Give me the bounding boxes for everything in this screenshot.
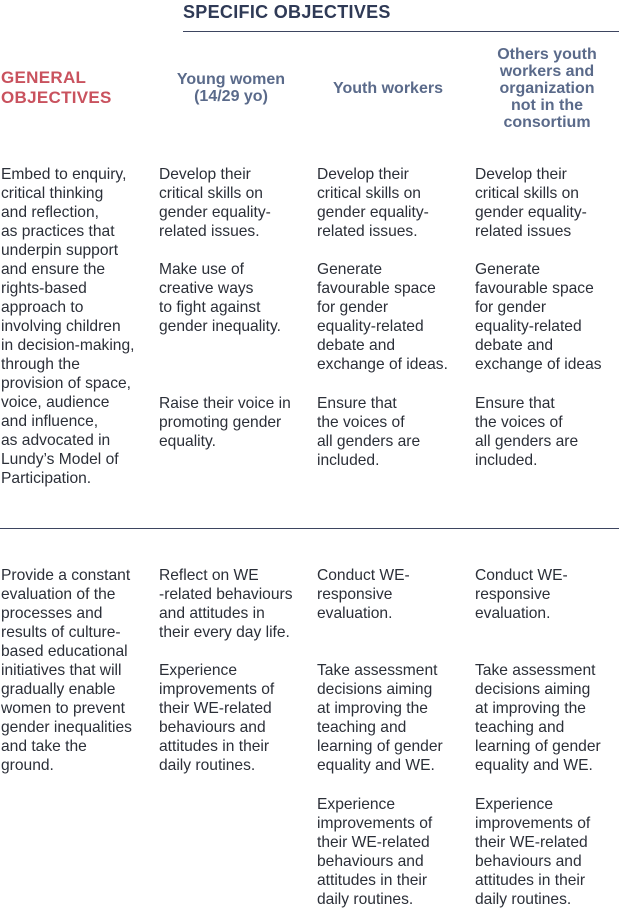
column-header-line: consortium	[503, 114, 591, 131]
objective-line: equality and WE.	[475, 757, 593, 774]
specific-objective-text	[159, 260, 281, 336]
objective-line: and take the	[1, 738, 87, 755]
specific-objective-text	[475, 795, 590, 909]
general-title-line: OBJECTIVES	[1, 88, 112, 107]
row-divider	[0, 528, 619, 529]
objective-line: decisions aiming	[317, 681, 433, 698]
objective-line: improvements of	[159, 681, 275, 698]
objective-line: voice, audience	[1, 394, 110, 411]
objective-line: behaviours and	[475, 853, 582, 870]
objective-line: exchange of ideas.	[317, 356, 448, 373]
objective-line: Develop their	[159, 166, 251, 183]
objective-line: evaluation of the	[1, 586, 116, 603]
objective-line: critical skills on	[317, 185, 421, 202]
objective-line: Participation.	[1, 470, 92, 487]
objective-line: the voices of	[317, 414, 405, 431]
objective-line: daily routines.	[317, 891, 414, 908]
objective-line: and reflection,	[1, 204, 99, 221]
objective-line: approach to	[1, 299, 84, 316]
column-header-line: (14/29 yo)	[194, 88, 268, 105]
objective-line: Embed to enquiry,	[1, 166, 127, 183]
objective-line: all genders are	[475, 433, 579, 450]
objective-line: their every day life.	[159, 624, 290, 641]
column-header-line: Youth workers	[333, 80, 443, 97]
general-objective-text	[1, 566, 132, 775]
objective-line: gradually enable	[1, 681, 116, 698]
objective-line: included.	[317, 452, 380, 469]
objective-line: gender equality-	[159, 204, 271, 221]
column-header-line: organization	[499, 80, 595, 97]
objective-line: their WE-related	[475, 834, 588, 851]
specific-objective-text	[317, 394, 420, 470]
objective-line: included.	[475, 452, 538, 469]
objective-line: to fight against	[159, 299, 261, 316]
objective-line: attitudes in their	[317, 872, 428, 889]
objective-line: provision of space,	[1, 375, 132, 392]
objective-line: evaluation.	[475, 605, 551, 622]
objective-line: responsive	[317, 586, 393, 603]
general-title-line: GENERAL	[1, 68, 87, 87]
specific-objectives-rule	[183, 31, 619, 32]
objective-line: through the	[1, 356, 80, 373]
objective-line: their WE-related	[159, 700, 272, 717]
specific-objective-text	[475, 260, 602, 374]
objective-line: Generate	[317, 261, 383, 278]
specific-objective-text	[475, 661, 601, 775]
objective-line: based educational	[1, 643, 128, 660]
objective-line: daily routines.	[475, 891, 572, 908]
objective-line: Conduct WE-	[317, 567, 410, 584]
objective-line: attitudes in their	[159, 738, 270, 755]
objective-line: Raise their voice in	[159, 395, 291, 412]
specific-objective-text	[159, 165, 271, 241]
objective-line: and ensure the	[1, 261, 106, 278]
objective-line: teaching and	[317, 719, 407, 736]
objective-line: initiatives that will	[1, 662, 122, 679]
objective-line: attitudes in their	[475, 872, 586, 889]
objective-line: gender inequalities	[1, 719, 132, 736]
general-objective-text	[1, 165, 134, 488]
objective-line: critical skills on	[159, 185, 263, 202]
column-header-young-women	[160, 71, 302, 105]
objective-line: creative ways	[159, 280, 254, 297]
objective-line: women to prevent	[1, 700, 125, 717]
objective-line: at improving the	[475, 700, 586, 717]
objective-line: processes and	[1, 605, 103, 622]
column-header-line: workers and	[499, 63, 595, 80]
objective-line: improvements of	[475, 815, 591, 832]
objective-line: equality-related	[317, 318, 424, 335]
objective-line: critical thinking	[1, 185, 104, 202]
objective-line: debate and	[475, 337, 554, 354]
column-header-youth-workers	[318, 80, 458, 97]
objective-line: the voices of	[475, 414, 563, 431]
objective-line: ground.	[1, 757, 54, 774]
objective-line: Take assessment	[317, 662, 438, 679]
objective-line: learning of gender	[475, 738, 601, 755]
objective-line: and influence,	[1, 413, 99, 430]
specific-objective-text	[475, 165, 587, 241]
objective-line: Experience	[159, 662, 238, 679]
specific-objective-text	[475, 394, 578, 470]
objective-line: Develop their	[317, 166, 409, 183]
objective-line: in decision-making,	[1, 337, 135, 354]
objective-line: gender equality-	[317, 204, 429, 221]
objective-line: responsive	[475, 586, 551, 603]
objective-line: Conduct WE-	[475, 567, 568, 584]
objective-line: Lundy’s Model of	[1, 451, 119, 468]
objective-line: promoting gender	[159, 414, 282, 431]
objective-line: related issues	[475, 223, 572, 240]
objective-line: as advocated in	[1, 432, 111, 449]
objective-line: Make use of	[159, 261, 244, 278]
objective-line: behaviours and	[317, 853, 424, 870]
objective-line: all genders are	[317, 433, 421, 450]
objective-line: -related behaviours	[159, 586, 293, 603]
specific-objective-text	[317, 260, 448, 374]
objective-line: evaluation.	[317, 605, 393, 622]
objective-line: related issues.	[159, 223, 260, 240]
objective-line: exchange of ideas	[475, 356, 602, 373]
column-header-line: Young women	[176, 71, 286, 88]
objective-line: at improving the	[317, 700, 428, 717]
objective-line: critical skills on	[475, 185, 579, 202]
objective-line: for gender	[317, 299, 389, 316]
objective-line: teaching and	[475, 719, 565, 736]
objective-line: involving children	[1, 318, 121, 335]
objective-line: Take assessment	[475, 662, 596, 679]
objective-line: equality and WE.	[317, 757, 435, 774]
specific-objective-text	[317, 566, 410, 623]
objective-line: equality.	[159, 433, 216, 450]
objective-line: improvements of	[317, 815, 433, 832]
objective-line: as practices that	[1, 223, 115, 240]
objective-line: gender inequality.	[159, 318, 281, 335]
column-header-line: not in the	[511, 97, 583, 114]
objective-line: Experience	[317, 796, 396, 813]
specific-objective-text	[475, 566, 568, 623]
objective-line: Ensure that	[475, 395, 555, 412]
specific-objective-text	[317, 165, 429, 241]
objective-line: equality-related	[475, 318, 582, 335]
objective-line: decisions aiming	[475, 681, 591, 698]
objective-line: rights-based	[1, 280, 87, 297]
column-header-others	[476, 46, 618, 131]
specific-objectives-title: SPECIFIC OBJECTIVES	[183, 2, 391, 22]
specific-objective-text	[317, 795, 432, 909]
objective-line: learning of gender	[317, 738, 443, 755]
specific-objective-text	[317, 661, 443, 775]
objective-line: Generate	[475, 261, 541, 278]
objective-line: daily routines.	[159, 757, 256, 774]
objective-line: their WE-related	[317, 834, 430, 851]
objective-line: Develop their	[475, 166, 567, 183]
objective-line: debate and	[317, 337, 396, 354]
objective-line: results of culture-	[1, 624, 121, 641]
objective-line: Reflect on WE	[159, 567, 259, 584]
objective-line: Provide a constant	[1, 567, 131, 584]
objective-line: gender equality-	[475, 204, 587, 221]
specific-objective-text	[159, 566, 293, 642]
specific-objective-text	[159, 394, 291, 451]
objective-line: favourable space	[475, 280, 594, 297]
objective-line: Ensure that	[317, 395, 397, 412]
objective-line: favourable space	[317, 280, 436, 297]
objective-line: underpin support	[1, 242, 119, 259]
column-header-line: Others youth	[497, 46, 597, 63]
specific-objective-text	[159, 661, 274, 775]
objective-line: for gender	[475, 299, 547, 316]
objective-line: Experience	[475, 796, 554, 813]
general-objectives-title	[1, 68, 112, 108]
objective-line: and attitudes in	[159, 605, 265, 622]
objective-line: behaviours and	[159, 719, 266, 736]
objective-line: related issues.	[317, 223, 418, 240]
